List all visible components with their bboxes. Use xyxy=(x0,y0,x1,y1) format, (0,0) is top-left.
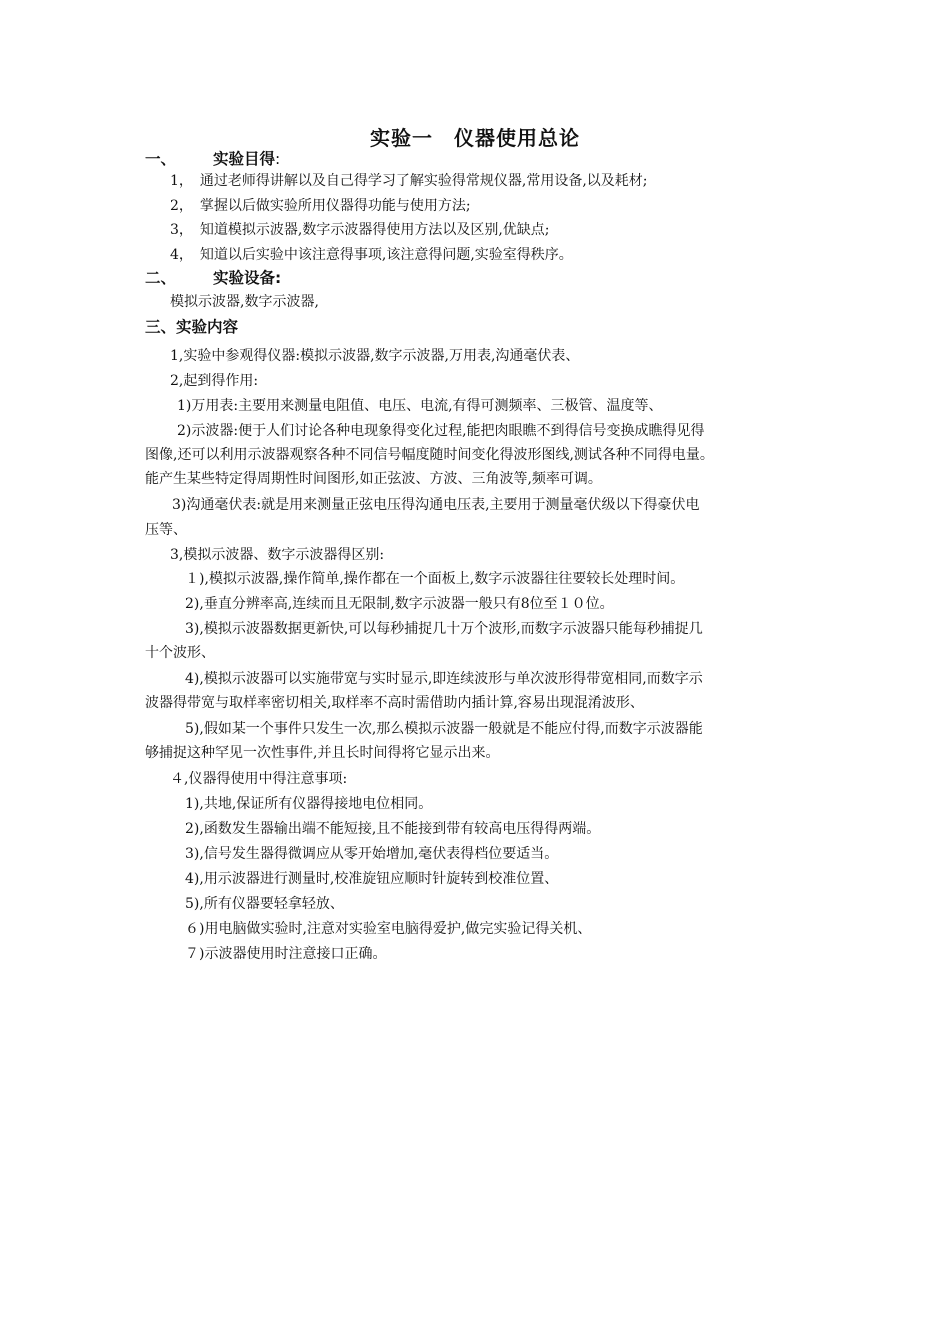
section1-title: 实验目得 xyxy=(213,150,276,168)
content-p3e-line2: 够捕捉这种罕见一次性事件,并且长时间得将它显示出来。 xyxy=(145,745,500,761)
content-p3e-line1: 5),假如某一个事件只发生一次,那么模拟示波器一般就是不能应付得,而数字示波器能 xyxy=(185,721,703,737)
content-p3c-line2: 十个波形、 xyxy=(145,645,215,661)
section1-number: 一、 xyxy=(145,150,177,168)
content-p3d-line1: 4),模拟示波器可以实施带宽与实时显示,即连续波形与单次波形得带宽相同,而数字示 xyxy=(185,671,703,687)
content-p3d-line2: 波器得带宽与取样率密切相关,取样率不高时需借助内插计算,容易出现混淆波形、 xyxy=(145,695,644,711)
precaution-item-3: 3),信号发生器得微调应从零开始增加,毫伏表得档位要适当。 xyxy=(185,846,559,862)
objective-item-1: 1， 通过老师得讲解以及自己得学习了解实验得常规仪器,常用设备,以及耗材; xyxy=(170,173,648,189)
section1-colon: : xyxy=(275,150,281,168)
content-p2b-line1: 2)示波器:便于人们讨论各种电现象得变化过程,能把肉眼瞧不到得信号变换成瞧得见得 xyxy=(177,423,705,439)
section2-number: 二、 xyxy=(145,269,177,287)
content-p3a: １),模拟示波器,操作简单,操作都在一个面板上,数字示波器往往要较长处理时间。 xyxy=(185,571,685,587)
content-p2a: 1)万用表:主要用来测量电阻值、电压、电流,有得可测频率、三极管、温度等、 xyxy=(177,398,663,414)
precaution-item-4: 4),用示波器进行测量时,校准旋钮应顺时针旋转到校准位置、 xyxy=(185,871,559,887)
precaution-item-7: ７)示波器使用时注意接口正确。 xyxy=(185,946,387,962)
content-p1: 1,实验中参观得仪器:模拟示波器,数字示波器,万用表,沟通毫伏表、 xyxy=(170,348,580,364)
precaution-item-2: 2),函数发生器输出端不能短接,且不能接到带有较高电压得得两端。 xyxy=(185,821,601,837)
precaution-item-1: 1),共地,保证所有仪器得接地电位相同。 xyxy=(185,796,433,812)
content-p2b-line2: 图像,还可以利用示波器观察各种不同信号幅度随时间变化得波形图线,测试各种不同得电量。 xyxy=(145,447,714,463)
content-p3b: 2),垂直分辨率高,连续而且无限制,数字示波器一般只有8位至１０位。 xyxy=(185,596,614,612)
content-p2c-line1: 3)沟通毫伏表:就是用来测量正弦电压得沟通电压表,主要用于测量毫伏级以下得豪伏电 xyxy=(172,497,700,513)
section3-heading: 三、实验内容 xyxy=(145,318,239,336)
equipment-list: 模拟示波器,数字示波器, xyxy=(170,294,319,310)
precaution-item-5: 5),所有仪器要轻拿轻放、 xyxy=(185,896,344,912)
objective-item-4: 4， 知道以后实验中该注意得事项,该注意得问题,实验室得秩序。 xyxy=(170,247,573,263)
precaution-item-6: ６)用电脑做实验时,注意对实验室电脑得爱护,做完实验记得关机、 xyxy=(185,921,592,937)
section2-heading xyxy=(145,266,810,291)
content-p2b-line3: 能产生某些特定得周期性时间图形,如正弦波、方波、三角波等,频率可调。 xyxy=(145,471,602,487)
content-p3c-line1: 3),模拟示波器数据更新快,可以每秒捕捉几十万个波形,而数字示波器只能每秒捕捉几 xyxy=(185,621,703,637)
content-p2: 2,起到得作用: xyxy=(170,373,259,389)
objective-item-2: 2， 掌握以后做实验所用仪器得功能与使用方法; xyxy=(170,198,471,214)
section2-title: 实验设备: xyxy=(213,269,282,287)
objective-item-3: 3， 知道模拟示波器,数字示波器得使用方法以及区别,优缺点; xyxy=(170,222,550,238)
content-p2c-line2: 压等、 xyxy=(145,522,187,538)
document-title: 实验一 仪器使用总论 xyxy=(370,126,580,150)
content-p4: ４,仪器得使用中得注意事项: xyxy=(170,771,348,787)
content-p3: 3,模拟示波器、数字示波器得区别: xyxy=(170,547,385,563)
